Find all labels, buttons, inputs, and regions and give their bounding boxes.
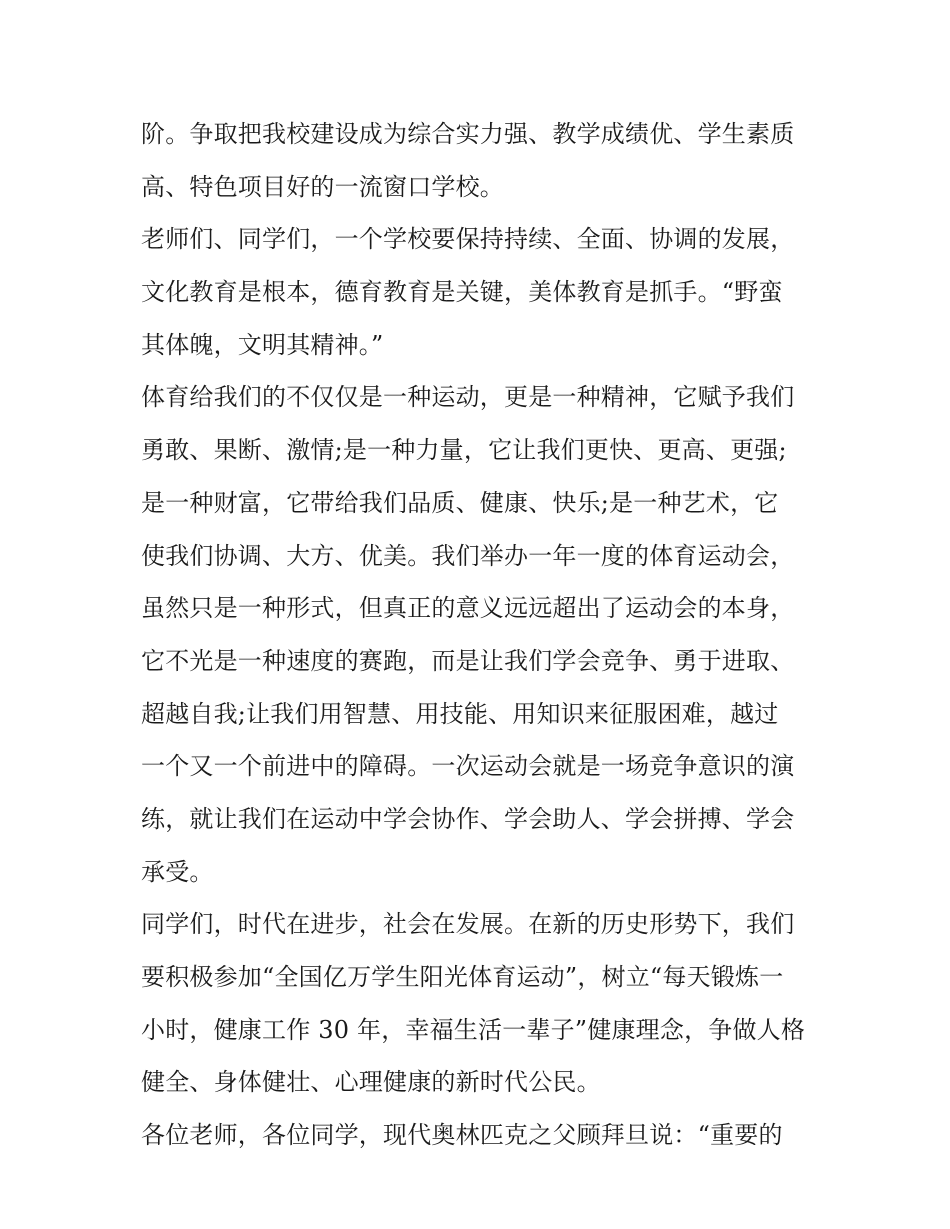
text-line: 练，就让我们在运动中学会协作、学会助人、学会拼搏、学会	[141, 804, 795, 833]
document-body	[141, 108, 821, 1162]
text-line: 一个又一个前进中的障碍。一次运动会就是一场竞争意识的演	[141, 752, 795, 781]
paragraph-3	[141, 371, 821, 898]
paragraph-1	[141, 108, 821, 213]
text-line: 高、特色项目好的一流窗口学校。	[141, 172, 504, 201]
text-line: 文化教育是根本，德育教育是关键，美体教育是抓手。“野蛮	[141, 278, 783, 307]
text-line: 是一种财富，它带给我们品质、健康、快乐;是一种艺术，它	[141, 488, 779, 517]
paragraph-2	[141, 213, 821, 371]
text-line: 各位老师，各位同学，现代奥林匹克之父顾拜旦说：“重要的	[141, 1121, 783, 1150]
paragraph-4	[141, 898, 821, 1109]
text-line: 勇敢、果断、激情;是一种力量，它让我们更快、更高、更强;	[141, 436, 787, 465]
text-line: 同学们，时代在进步，社会在发展。在新的历史形势下，我们	[141, 910, 795, 939]
text-line: 要积极参加“全国亿万学生阳光体育运动”，树立“每天锻炼一	[141, 963, 784, 991]
text-line: 其体魄，文明其精神。”	[141, 330, 384, 359]
text-line: 它不光是一种速度的赛跑，而是让我们学会竞争、勇于进取、	[141, 646, 795, 675]
text-line: 小时，健康工作 30 年，幸福生活一辈子”健康理念，争做人格	[141, 1015, 806, 1044]
text-line: 体育给我们的不仅仅是一种运动，更是一种精神，它赋予我们	[141, 383, 795, 412]
paragraph-5	[141, 1109, 821, 1162]
text-line: 超越自我;让我们用智慧、用技能、用知识来征服困难，越过	[141, 699, 779, 728]
text-line: 阶。争取把我校建设成为综合实力强、教学成绩优、学生素质	[141, 120, 795, 148]
text-line: 承受。	[141, 857, 214, 886]
text-line: 老师们、同学们，一个学校要保持持续、全面、协调的发展，	[141, 225, 795, 254]
text-line: 使我们协调、大方、优美。我们举办一年一度的体育运动会，	[141, 541, 795, 570]
text-line: 健全、身体健壮、心理健康的新时代公民。	[141, 1068, 601, 1097]
text-line: 虽然只是一种形式，但真正的意义远远超出了运动会的本身，	[141, 594, 795, 623]
